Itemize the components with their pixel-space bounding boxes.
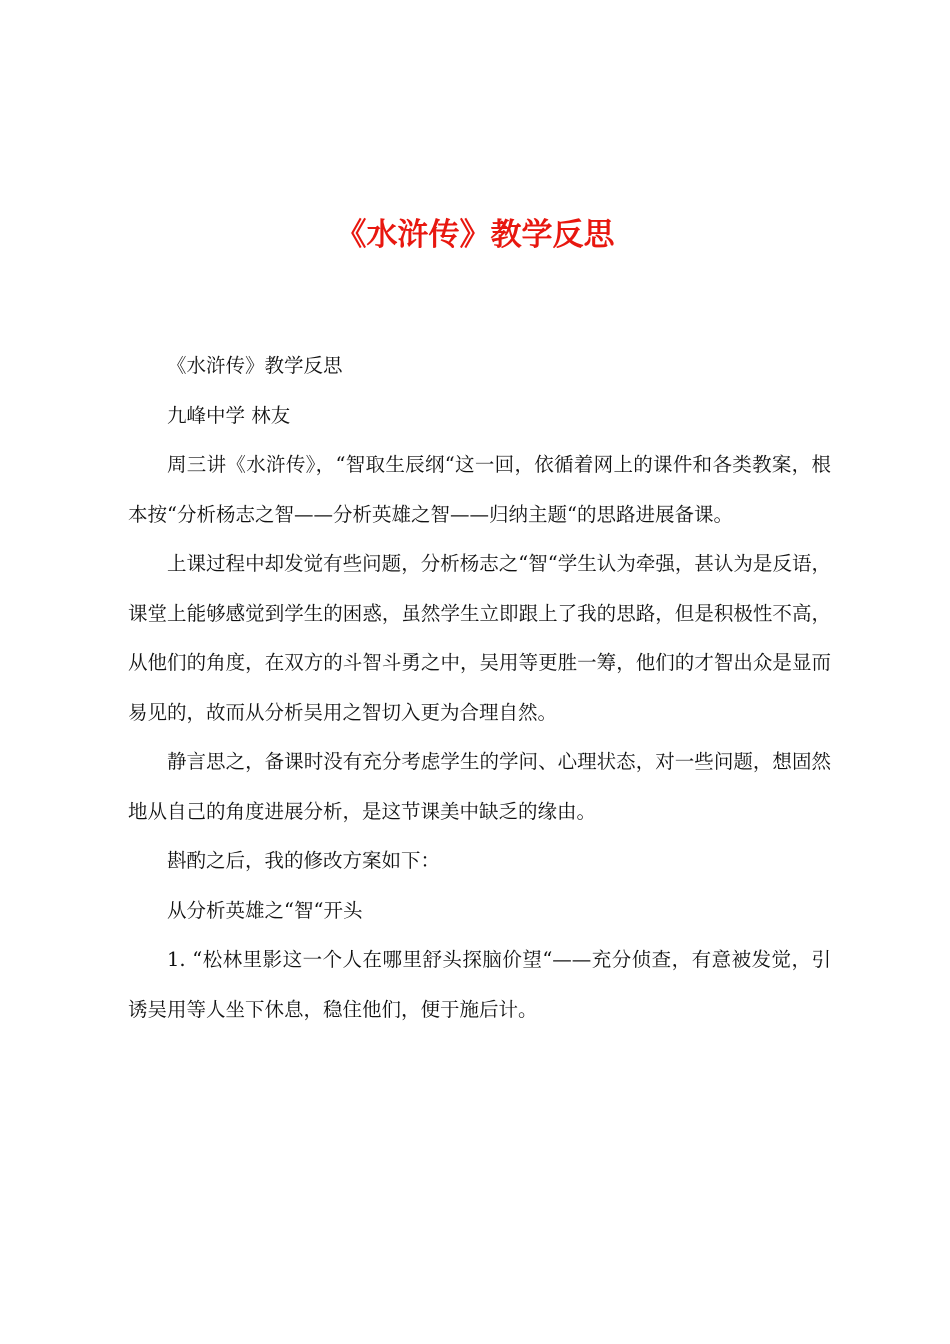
section-heading: 从分析英雄之“智“开头: [167, 898, 363, 922]
body-paragraph-4: 上课过程中却发觉有些问题，分析杨志之“智“学生认为牵强，甚认为是反语，课堂上能够感觉到学生的困惑，虽然学生立即跟上了我的思路，但是积极性不高，从他们的角度，在双方的斗智斗勇之中，吴用等更胜一筹，他们的才智出众是显而易见的，故而从分析吴用之智切入更为合理自然。: [128, 552, 831, 724]
list-item-1: 1. “松林里影这一个人在哪里舒头探脑价望“——充分侦查，有意被发觉，引诱吴用等人坐下休息，稳住他们，便于施后计。: [128, 948, 831, 1021]
body-paragraph-1: 《水浒传》教学反思: [167, 354, 343, 377]
body-paragraph-5: 静言思之，备课时没有充分考虑学生的学问、心理状态，对一些问题，想固然地从自己的角度进展分析，是这节课美中缺乏的缘由。: [128, 750, 831, 823]
document-title: 《水浒传》教学反思: [335, 217, 615, 253]
body-paragraph-6: 斟酌之后，我的修改方案如下：: [167, 849, 441, 872]
author-line: 九峰中学 林友: [167, 403, 291, 427]
body-paragraph-3: 周三讲《水浒传》，“智取生辰纲“这一回，依循着网上的课件和各类教案，根本按“分析杨志之智——分析英雄之智——归纳主题“的思路进展备课。: [128, 453, 831, 526]
document-body: [128, 341, 831, 1034]
